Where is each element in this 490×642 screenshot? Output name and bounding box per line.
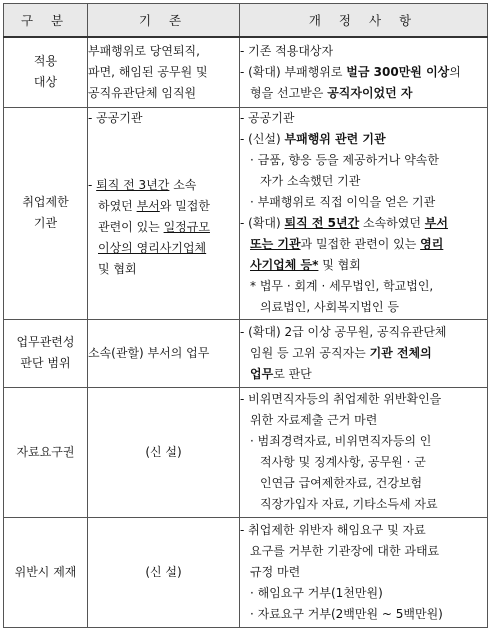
old-cell — [88, 37, 240, 107]
category-text: 판단 범위 — [20, 356, 71, 370]
old-text-line — [88, 196, 239, 217]
new-text-line — [240, 83, 487, 104]
new-text-line — [240, 255, 487, 276]
category-text: 취업제한 — [22, 195, 69, 209]
old-text: 및 협회 — [98, 261, 137, 276]
old-text-underline: 일정규모 — [163, 219, 210, 234]
new-text: 및 협회 — [318, 257, 361, 272]
old-text: 부패행위로 당연퇴직, — [88, 43, 200, 58]
old-text: 하였던 — [98, 198, 137, 213]
new-text: - 취업제한 위반자 해임요구 및 자료 — [240, 522, 426, 537]
spacer — [88, 129, 239, 175]
category-text: 기관 — [33, 216, 58, 230]
new-text-bold: 영리 — [420, 236, 444, 251]
old-text: 와 밀접한 — [159, 198, 210, 213]
old-cell — [88, 517, 240, 627]
new-text: · 부패행위로 직접 이익을 얻은 기관 — [250, 194, 436, 209]
old-cell — [88, 319, 240, 387]
old-text: 소속 — [169, 177, 197, 192]
old-text: 파면, 해임된 공무원 및 — [88, 64, 208, 79]
old-text: (신 설) — [145, 564, 182, 579]
header-new: 개 정 사 항 — [240, 4, 488, 38]
old-text: 소속(관할) 부서의 업무 — [88, 345, 210, 360]
new-text: 적사항 및 징계사항, 공무원 · 군 — [260, 455, 426, 469]
new-text: * 법무 · 회계 · 세무법인, 학교법인, — [250, 278, 434, 293]
new-text: 로 판단 — [273, 366, 312, 381]
old-text: (신 설) — [145, 444, 182, 459]
new-text: 임원 등 고위 공직자는 — [250, 345, 370, 360]
new-text: 자가 소속했던 기관 — [260, 173, 361, 188]
new-text: - (확대) 2급 이상 공무원, 공직유관단체 — [240, 324, 447, 339]
old-text-underline: 부서 — [136, 198, 160, 213]
old-text-line — [88, 238, 239, 259]
new-text: 직장가입자 자료, 기타소득세 자료 — [260, 497, 438, 511]
new-text-line — [240, 62, 487, 83]
row-category — [4, 107, 88, 319]
old-text: - — [88, 177, 97, 192]
row-category — [4, 319, 88, 387]
new-text: · 해임요구 거부(1천만원) — [250, 585, 383, 600]
new-text: - (확대) — [240, 215, 285, 230]
row-category — [4, 517, 88, 627]
row-category — [4, 387, 88, 517]
new-text-bold: 부패행위 관련 기관 — [284, 131, 386, 146]
row-category — [4, 37, 88, 107]
new-text-line — [240, 213, 487, 234]
new-cell — [240, 37, 488, 107]
comparison-table — [3, 3, 488, 628]
header-old: 기 존 — [88, 4, 240, 38]
table-header-row — [4, 4, 488, 38]
new-text-bold: 퇴직 전 5년간 — [284, 215, 360, 230]
table-row — [4, 517, 488, 627]
new-text-line — [240, 234, 487, 255]
new-cell — [240, 319, 488, 387]
table-row — [4, 37, 488, 107]
new-text: 과 밀접한 관련이 있는 — [300, 236, 421, 251]
new-text-line — [240, 129, 487, 150]
old-text-underline: 퇴직 전 3년간 — [96, 177, 170, 192]
old-text-line — [88, 175, 239, 196]
category-text: 대상 — [33, 75, 58, 90]
table-row — [4, 319, 488, 387]
category-text: 업무관련성 — [16, 335, 75, 349]
header-category: 구 분 — [4, 4, 88, 38]
old-text-line — [88, 217, 239, 238]
new-text: - 비위면직자등의 취업제한 위반확인을 — [240, 392, 442, 406]
category-text: 자료요구권 — [16, 444, 75, 459]
new-text: 위한 자료제출 근거 마련 — [250, 413, 378, 427]
new-text: 인연금 급여제한자료, 건강보험 — [260, 476, 423, 490]
new-text-line — [240, 343, 487, 364]
new-text-bold: 공직자이었던 자 — [327, 85, 413, 100]
new-text-bold: 기관 전체의 — [369, 345, 432, 360]
new-text-line — [240, 364, 487, 385]
old-text: 관련이 있는 — [98, 219, 164, 234]
new-text: - (신설) — [240, 131, 285, 146]
new-text: 의 — [449, 64, 461, 79]
new-text: 형을 선고받은 — [250, 85, 328, 100]
old-cell — [88, 387, 240, 517]
new-text: - 공공기관 — [240, 110, 295, 125]
table-row — [4, 107, 488, 319]
old-cell — [88, 107, 240, 319]
new-text-bold: 부서 — [424, 215, 448, 230]
new-cell — [240, 517, 488, 627]
new-cell — [240, 107, 488, 319]
new-cell — [240, 387, 488, 517]
new-text-bold: 또는 기관 — [250, 236, 301, 251]
old-text: 공직유관단체 임직원 — [88, 85, 197, 100]
new-text: 요구를 거부한 기관장에 대한 과태료 — [250, 543, 440, 558]
old-text-underline: 이상의 영리사기업체 — [98, 240, 207, 255]
new-text-bold: 벌금 300만원 이상 — [346, 64, 450, 79]
category-text: 위반시 제재 — [14, 564, 77, 579]
table-row — [4, 387, 488, 517]
old-text: - 공공기관 — [88, 110, 143, 125]
new-text: · 금품, 향응 등을 제공하거나 약속한 — [250, 152, 439, 167]
category-text: 적용 — [33, 54, 58, 69]
new-text-bold: 사기업체 등* — [250, 257, 319, 272]
new-text-bold: 업무 — [250, 366, 274, 381]
new-text: - (확대) 부패행위로 — [240, 64, 347, 79]
new-text: 규정 마련 — [250, 564, 301, 579]
new-text: · 자료요구 거부(2백만원 ~ 5백만원) — [250, 606, 443, 621]
new-text: 의료법인, 사회복지법인 등 — [260, 299, 399, 314]
new-text: - 기존 적용대상자 — [240, 43, 334, 58]
new-text: · 범죄경력자료, 비위면직자등의 인 — [250, 434, 432, 448]
new-text: 소속하였던 — [359, 215, 425, 230]
